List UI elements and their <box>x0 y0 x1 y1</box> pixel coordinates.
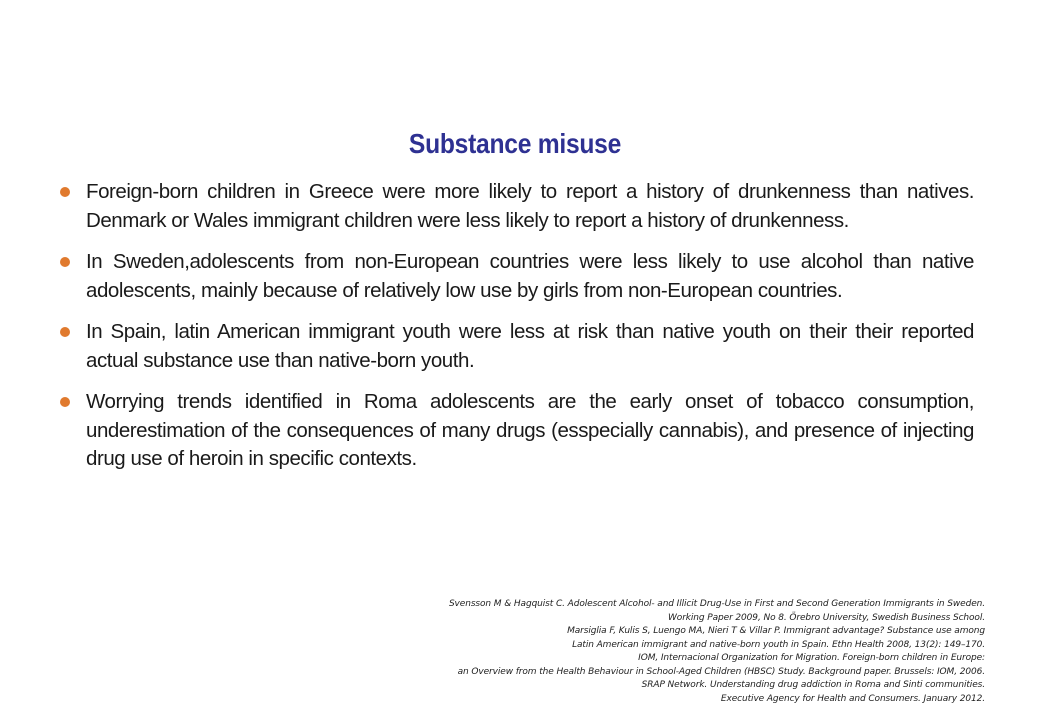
reference-line: Latin American immigrant and native-born youth in Spain. Ethn Health 2008, 13(2): 149–170. <box>572 639 985 650</box>
bullet-dot-icon <box>60 257 70 267</box>
reference-line: IOM, Internacional Organization for Migration. Foreign-born children in Europe: <box>638 653 985 663</box>
bullet-text: Worrying trends identified in Roma adolescents are the early onset of tobacco consumption, underestimation of the consequences of many drugs (esspecially cannabis), and presence of injecting drug use of heroin in specific contexts. <box>86 390 974 470</box>
slide-title: Substance misuse <box>408 128 622 159</box>
bullet-text: Foreign-born children in Greece were more likely to report a history of drunkenness than natives. Denmark or Wales immigrant children were less likely to report a history of drunkenness. <box>86 180 974 232</box>
reference-list <box>285 598 985 706</box>
slide-edge <box>1034 0 1040 720</box>
bullet-list <box>54 178 974 487</box>
bullet-item <box>54 318 974 375</box>
bullet-item <box>54 178 974 235</box>
bullet-text: In Spain, latin American immigrant youth were less at risk than native youth on their their reported actual substance use than native-born youth. <box>86 320 974 372</box>
bullet-dot-icon <box>60 187 70 197</box>
reference-line: an Overview from the Health Behaviour in School-Aged Children (HBSC) Study. Background paper. Brussels: IOM, 2006. <box>457 666 985 677</box>
bullet-dot-icon <box>60 397 70 407</box>
reference-line: Executive Agency for Health and Consumers. January 2012. <box>720 693 985 704</box>
reference-line: Working Paper 2009, No 8. Örebro University, Swedish Business School. <box>667 612 985 623</box>
bullet-item <box>54 388 974 474</box>
reference-line: SRAP Network. Understanding drug addiction in Roma and Sinti communities. <box>641 680 985 690</box>
reference-line: Svensson M & Hagquist C. Adolescent Alcohol- and Illicit Drug-Use in First and Second Generation Immigrants in Sweden. <box>448 599 985 609</box>
reference-line: Marsiglia F, Kulis S, Luengo MA, Nieri T & Villar P. Immigrant advantage? Substance use among <box>567 626 985 636</box>
bullet-item <box>54 248 974 305</box>
bullet-text: In Sweden,adolescents from non-European countries were less likely to use alcohol than native adolescents, mainly because of relatively low use by girls from non-European countries. <box>86 250 974 302</box>
bullet-dot-icon <box>60 327 70 337</box>
